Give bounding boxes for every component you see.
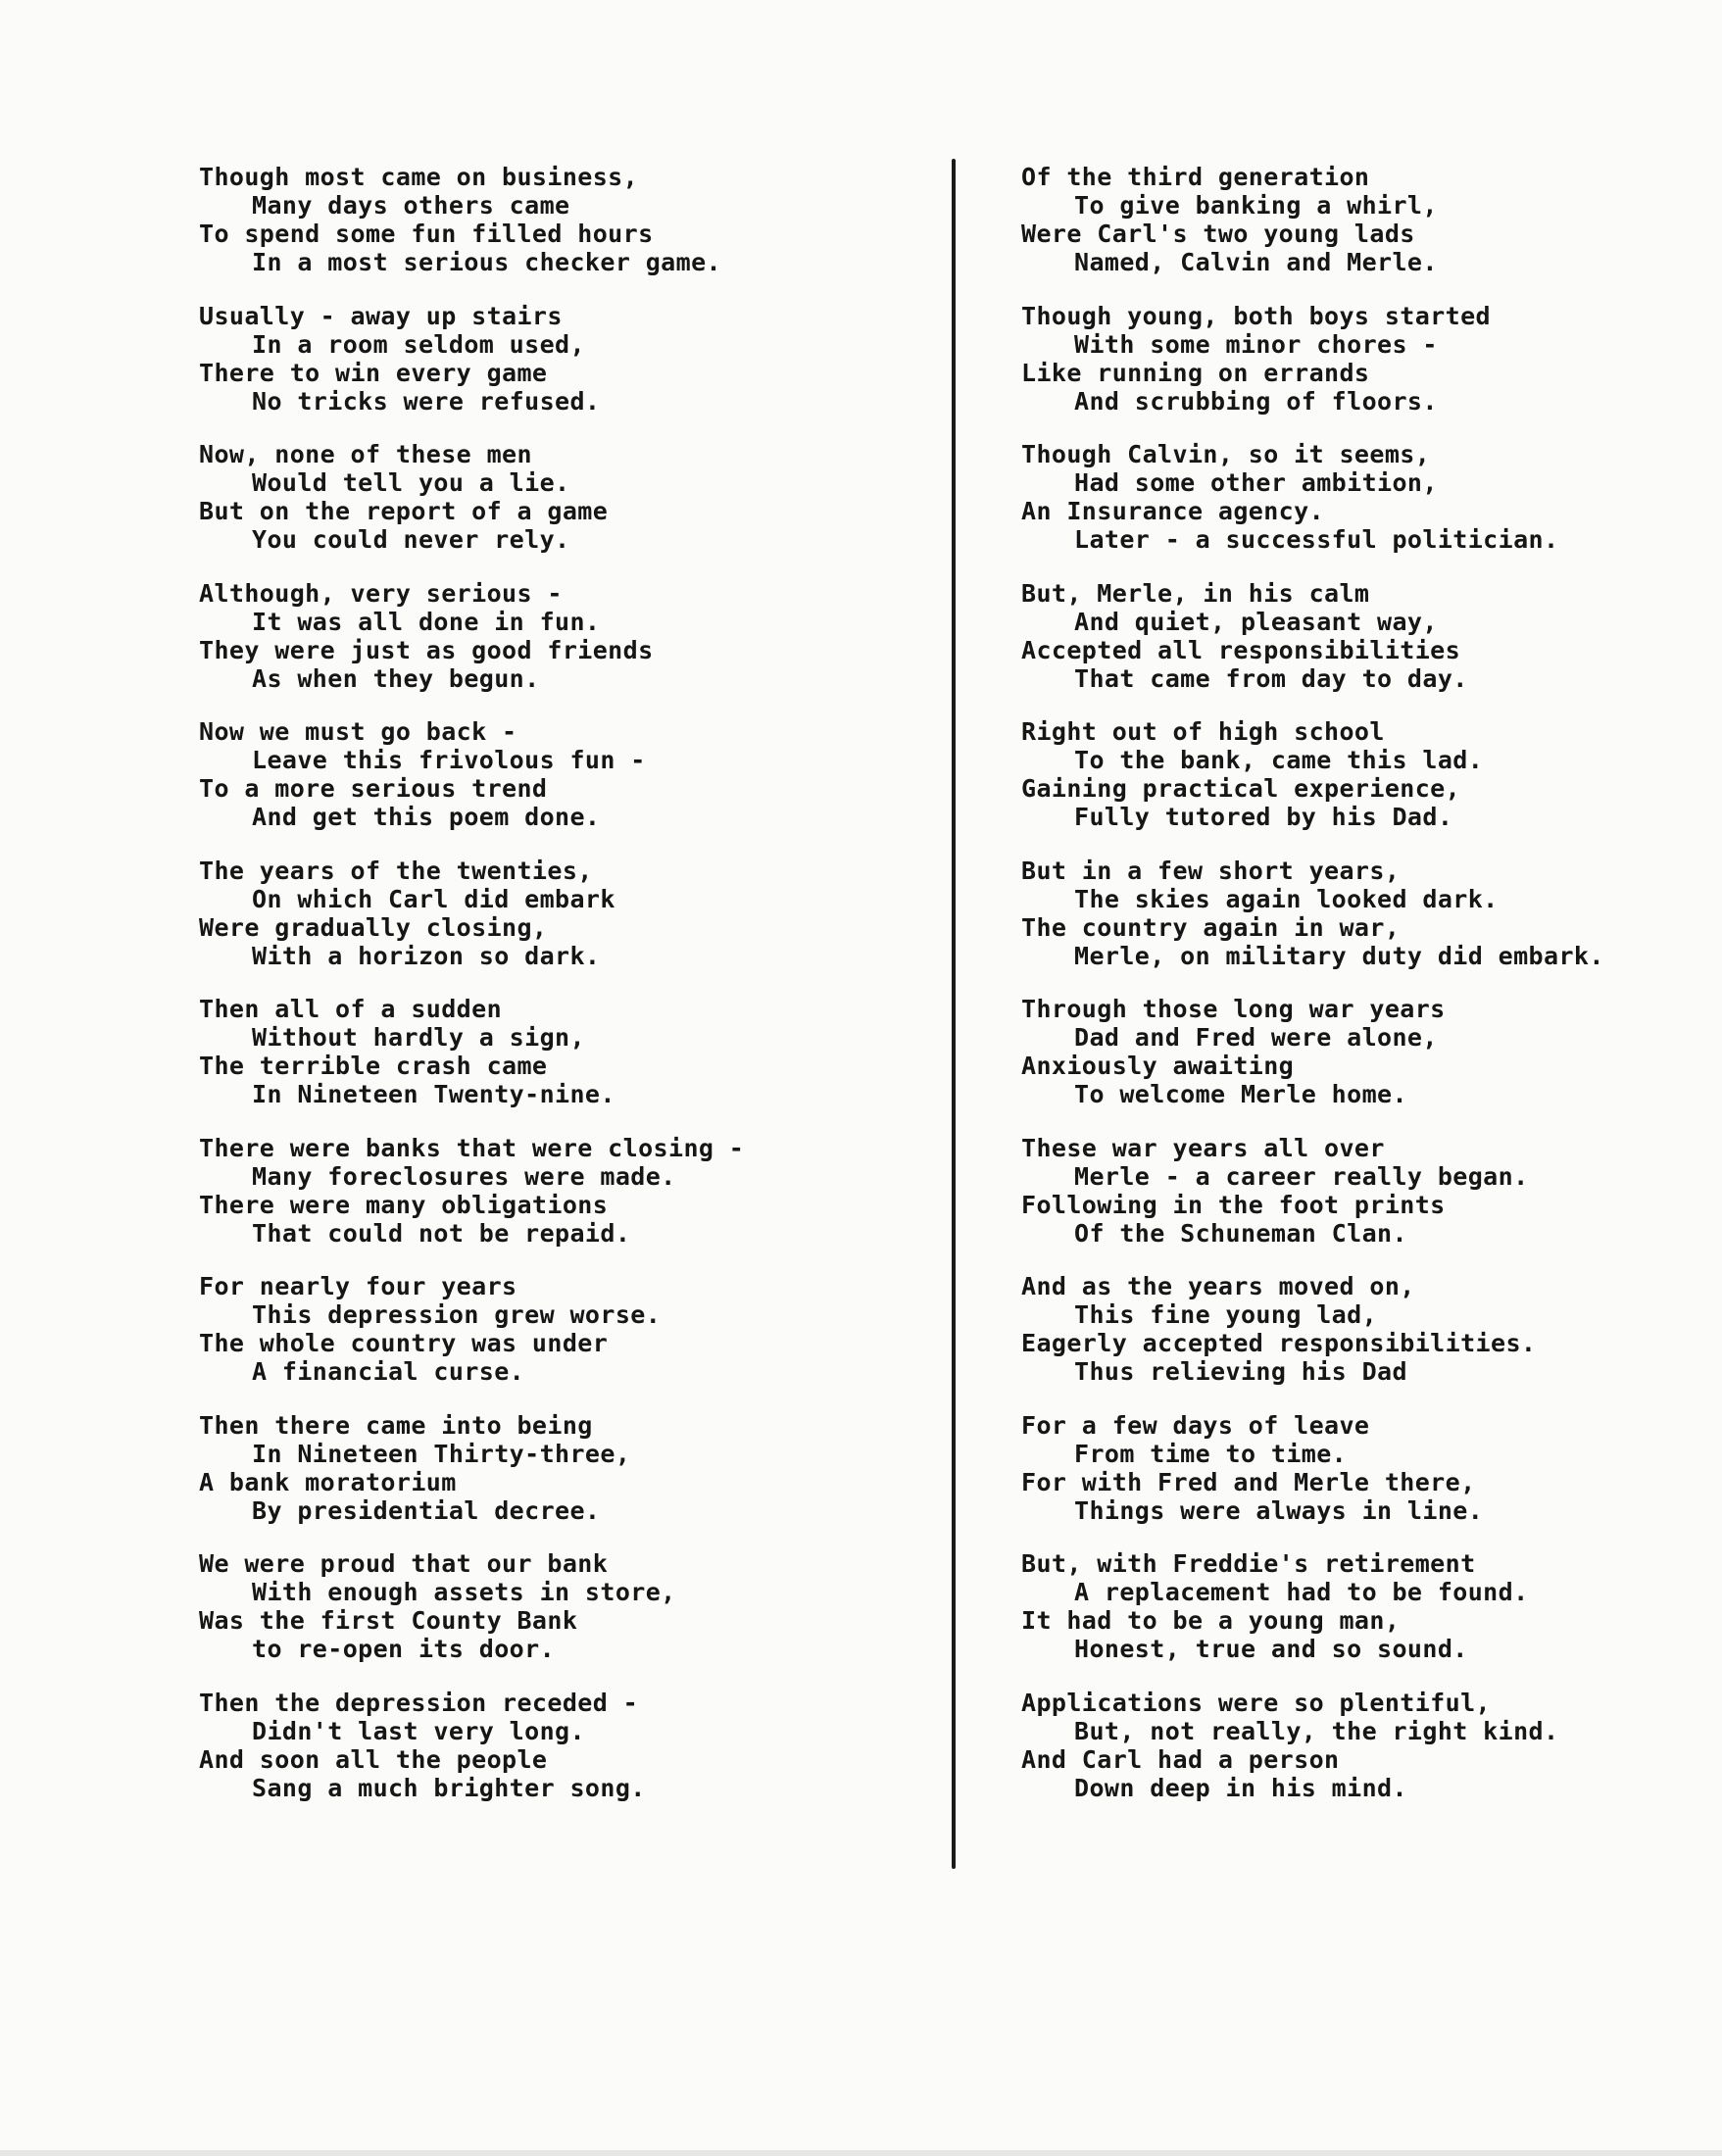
- poem-line: That came from day to day.: [1074, 663, 1468, 693]
- poem-line: Leave this frivolous fun -: [252, 746, 646, 774]
- poem-line: Through those long war years: [1021, 995, 1446, 1023]
- poem-line: Now we must go back -: [199, 717, 517, 746]
- poem-line: Though young, both boys started: [1021, 301, 1491, 330]
- poem-line: For a few days of leave: [1021, 1410, 1370, 1440]
- poem-line: You could never rely.: [252, 525, 570, 554]
- poem-line: Many days others came: [252, 191, 570, 220]
- stanza: [1021, 163, 1707, 276]
- poem-line: And as the years moved on,: [1021, 1272, 1415, 1300]
- poem-line: For nearly four years: [199, 1272, 517, 1300]
- poem-line: Now, none of these men: [199, 440, 532, 468]
- page-bottom-edge: [0, 2150, 1722, 2156]
- poem-line: to re-open its door.: [252, 1635, 556, 1663]
- poem-line: With some minor chores -: [1074, 329, 1438, 359]
- poem-line: No tricks were refused.: [252, 386, 601, 416]
- poem-line: Sang a much brighter song.: [252, 1773, 646, 1802]
- stanza: [1021, 440, 1707, 554]
- poem-line: Gaining practical experience,: [1021, 774, 1461, 803]
- stanza: [199, 1549, 944, 1663]
- poem-line: Although, very serious -: [199, 578, 563, 608]
- poem-line: On which Carl did embark: [252, 884, 615, 913]
- poem-line: Honest, true and so sound.: [1074, 1635, 1468, 1663]
- poem-line: From time to time.: [1074, 1439, 1348, 1468]
- poem-line: An Insurance agency.: [1021, 497, 1325, 525]
- poem-line: Though Calvin, so it seems,: [1021, 440, 1431, 468]
- poem-line: Eagerly accepted responsibilities.: [1021, 1329, 1537, 1357]
- poem-line: For with Fred and Merle there,: [1021, 1467, 1476, 1496]
- stanza: [199, 579, 944, 693]
- poem-column-left: [199, 163, 944, 1827]
- poem-line: Accepted all responsibilities: [1021, 635, 1461, 664]
- stanza: [1021, 995, 1707, 1108]
- stanza: [199, 717, 944, 831]
- stanza: [1021, 1689, 1707, 1802]
- poem-line: Was the first County Bank: [199, 1606, 578, 1635]
- poem-line: Didn't last very long.: [252, 1716, 585, 1745]
- poem-line: A bank moratorium: [199, 1467, 457, 1496]
- poem-line: There to win every game: [199, 358, 548, 387]
- poem-line: Of the Schuneman Clan.: [1074, 1218, 1407, 1248]
- poem-line: The whole country was under: [199, 1329, 609, 1357]
- stanza: [199, 440, 944, 554]
- poem-line: Then the depression receded -: [199, 1688, 639, 1717]
- poem-line: They were just as good friends: [199, 635, 654, 664]
- poem-line: These war years all over: [1021, 1133, 1385, 1162]
- poem-line: Many foreclosures were made.: [252, 1161, 676, 1191]
- poem-line: Following in the foot prints: [1021, 1190, 1446, 1219]
- column-divider: [952, 159, 956, 1869]
- stanza: [199, 1272, 944, 1386]
- poem-line: Dad and Fred were alone,: [1074, 1023, 1438, 1052]
- poem-line: But, not really, the right kind.: [1074, 1716, 1559, 1745]
- poem-line: Though most came on business,: [199, 163, 639, 191]
- poem-line: Later - a successful politician.: [1074, 525, 1559, 554]
- poem-line: Would tell you a lie.: [252, 468, 570, 497]
- poem-line: Had some other ambition,: [1074, 468, 1438, 497]
- poem-line: It was all done in fun.: [252, 607, 601, 636]
- stanza: [199, 1411, 944, 1525]
- stanza: [199, 302, 944, 416]
- poem-line: To spend some fun filled hours: [199, 220, 654, 248]
- poem-column-right: [1021, 163, 1707, 1827]
- stanza: [199, 1134, 944, 1248]
- poem-line: Right out of high school: [1021, 717, 1385, 746]
- poem-line: With enough assets in store,: [252, 1578, 676, 1606]
- poem-line: To the bank, came this lad.: [1074, 746, 1484, 774]
- poem-line: And scrubbing of floors.: [1074, 386, 1438, 416]
- poem-line: To welcome Merle home.: [1074, 1080, 1407, 1108]
- poem-line: Merle - a career really began.: [1074, 1161, 1529, 1191]
- poem-line: Thus relieving his Dad: [1074, 1357, 1407, 1386]
- stanza: [1021, 302, 1707, 416]
- poem-line: Named, Calvin and Merle.: [1074, 248, 1438, 276]
- poem-line: And get this poem done.: [252, 803, 601, 831]
- stanza: [1021, 717, 1707, 831]
- poem-line: But, Merle, in his calm: [1021, 578, 1370, 608]
- stanza: [1021, 1134, 1707, 1248]
- poem-line: There were many obligations: [199, 1190, 609, 1219]
- poem-line: Things were always in line.: [1074, 1495, 1484, 1525]
- poem-line: A financial curse.: [252, 1357, 525, 1386]
- poem-line: In a most serious checker game.: [252, 248, 721, 276]
- poem-line: Fully tutored by his Dad.: [1074, 803, 1453, 831]
- poem-line: Without hardly a sign,: [252, 1023, 585, 1052]
- poem-line: A replacement had to be found.: [1074, 1578, 1529, 1606]
- poem-line: Were Carl's two young lads: [1021, 220, 1415, 248]
- poem-line: The country again in war,: [1021, 912, 1401, 942]
- poem-line: This depression grew worse.: [252, 1300, 662, 1329]
- poem-line: Merle, on military duty did embark.: [1074, 941, 1604, 970]
- poem-line: Of the third generation: [1021, 163, 1370, 191]
- poem-line: But in a few short years,: [1021, 856, 1401, 885]
- stanza: [1021, 1549, 1707, 1663]
- stanza: [199, 857, 944, 970]
- poem-line: The terrible crash came: [199, 1052, 548, 1080]
- poem-line: Then all of a sudden: [199, 995, 503, 1023]
- poem-line: Usually - away up stairs: [199, 301, 563, 330]
- poem-line: By presidential decree.: [252, 1495, 601, 1525]
- poem-line: Down deep in his mind.: [1074, 1773, 1407, 1802]
- poem-line: We were proud that our bank: [199, 1549, 609, 1578]
- stanza: [199, 163, 944, 276]
- poem-line: To a more serious trend: [199, 774, 548, 803]
- poem-line: Were gradually closing,: [199, 912, 548, 942]
- poem-line: And Carl had a person: [1021, 1744, 1340, 1774]
- poem-line: Then there came into being: [199, 1410, 593, 1440]
- stanza: [1021, 579, 1707, 693]
- poem-line: And soon all the people: [199, 1744, 548, 1774]
- poem-line: In Nineteen Twenty-nine.: [252, 1080, 615, 1108]
- poem-line: It had to be a young man,: [1021, 1606, 1401, 1635]
- poem-line: To give banking a whirl,: [1074, 191, 1438, 220]
- stanza: [1021, 1411, 1707, 1525]
- poem-line: But on the report of a game: [199, 497, 609, 525]
- poem-line: But, with Freddie's retirement: [1021, 1549, 1476, 1578]
- poem-line: In a room seldom used,: [252, 329, 585, 359]
- poem-line: There were banks that were closing -: [199, 1133, 745, 1162]
- poem-line: That could not be repaid.: [252, 1218, 631, 1248]
- poem-line: And quiet, pleasant way,: [1074, 607, 1438, 636]
- stanza: [1021, 857, 1707, 970]
- poem-line: This fine young lad,: [1074, 1300, 1378, 1329]
- stanza: [199, 995, 944, 1108]
- poem-line: Like running on errands: [1021, 358, 1370, 387]
- poem-line: With a horizon so dark.: [252, 941, 601, 970]
- stanza: [1021, 1272, 1707, 1386]
- poem-line: Applications were so plentiful,: [1021, 1688, 1491, 1717]
- poem-line: The skies again looked dark.: [1074, 884, 1499, 913]
- poem-line: Anxiously awaiting: [1021, 1052, 1295, 1080]
- poem-line: The years of the twenties,: [199, 856, 593, 885]
- poem-line: In Nineteen Thirty-three,: [252, 1439, 631, 1468]
- stanza: [199, 1689, 944, 1802]
- poem-line: As when they begun.: [252, 663, 540, 693]
